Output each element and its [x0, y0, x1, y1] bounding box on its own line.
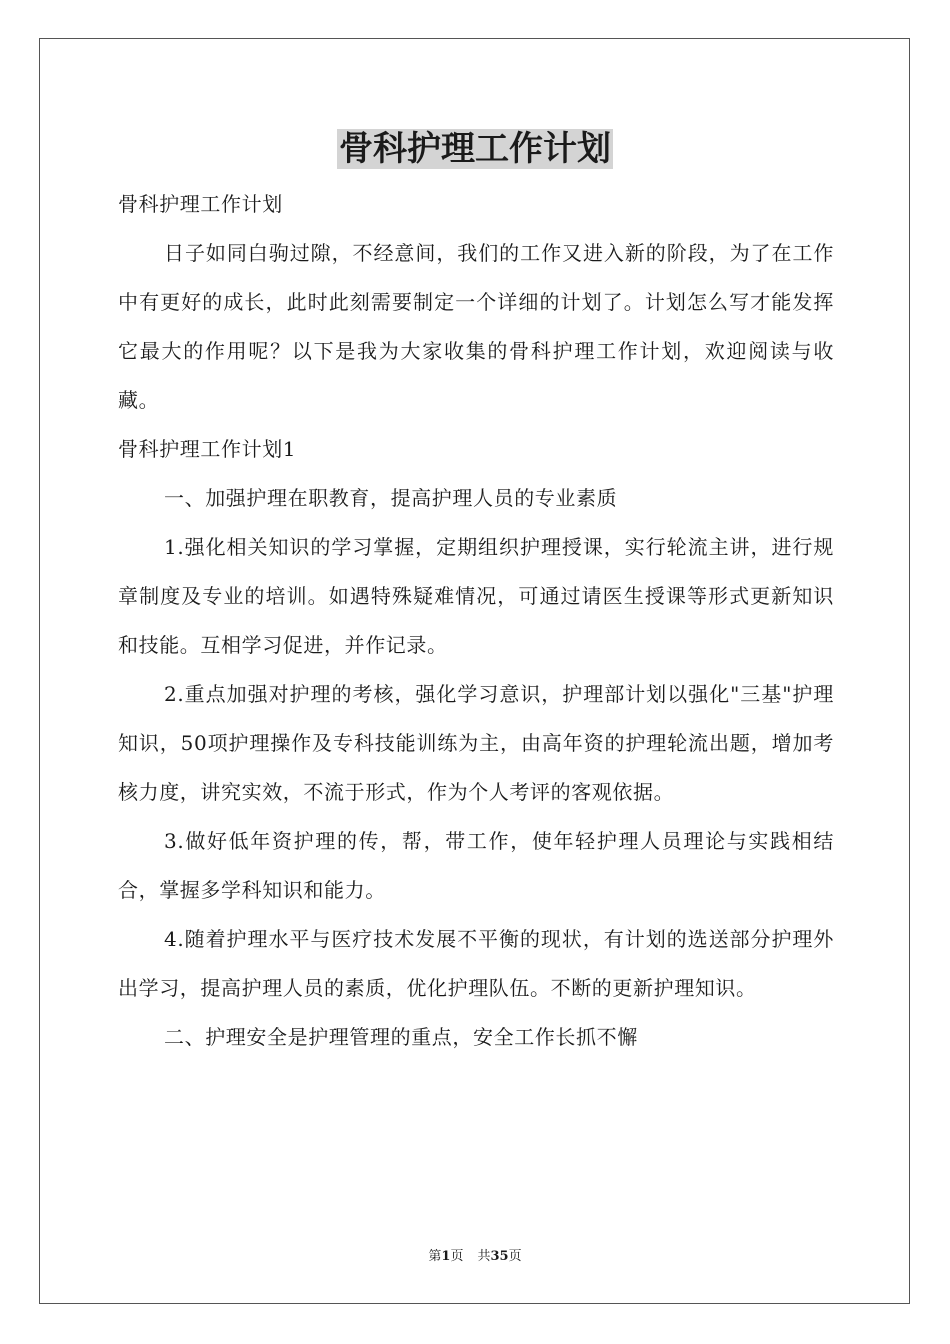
paragraph-point-1: 1.强化相关知识的学习掌握，定期组织护理授课，实行轮流主讲，进行规章制度及专业的培训。如遇特殊疑难情况，可通过请医生授课等形式更新知识和技能。互相学习促进，并作记录。	[118, 535, 834, 657]
paragraph-point-2: 2.重点加强对护理的考核，强化学习意识，护理部计划以强化"三基"护理知识，50项护理操作及专科技能训练为主，由高年资的护理轮流出题，增加考核力度，讲究实效，不流于形式，作为个人考评的客观依据。	[118, 682, 834, 804]
footer-total-prefix: 共	[477, 1249, 491, 1264]
paragraph-section-heading: 骨科护理工作计划1	[118, 437, 297, 461]
paragraph-intro: 日子如同白驹过隙，不经意间，我们的工作又进入新的阶段，为了在工作中有更好的成长，此时此刻需要制定一个详细的计划了。计划怎么写才能发挥它最大的作用呢？以下是我为大家收集的骨科护理工作计划，欢迎阅读与收藏。	[118, 241, 834, 412]
footer-total-suffix: 页	[508, 1249, 522, 1264]
document-title	[0, 124, 950, 174]
document-title-text: 骨科护理工作计划	[339, 129, 611, 169]
footer-page-prefix: 第	[428, 1249, 442, 1264]
page-footer	[0, 1248, 950, 1266]
paragraph-item-two: 二、护理安全是护理管理的重点，安全工作长抓不懈	[164, 1025, 638, 1049]
paragraph-point-3: 3.做好低年资护理的传，帮，带工作，使年轻护理人员理论与实践相结合，掌握多学科知识和能力。	[118, 829, 834, 902]
paragraph-item-one: 一、加强护理在职教育，提高护理人员的专业素质	[164, 486, 618, 510]
footer-page-suffix: 页	[450, 1249, 464, 1264]
footer-total-pages: 35	[490, 1249, 509, 1264]
footer-current-page: 1	[441, 1249, 451, 1264]
paragraph-point-4: 4.随着护理水平与医疗技术发展不平衡的现状，有计划的选送部分护理外出学习，提高护理人员的素质，优化护理队伍。不断的更新护理知识。	[118, 927, 834, 1000]
document-body	[118, 180, 834, 1062]
paragraph-heading: 骨科护理工作计划	[118, 192, 283, 216]
